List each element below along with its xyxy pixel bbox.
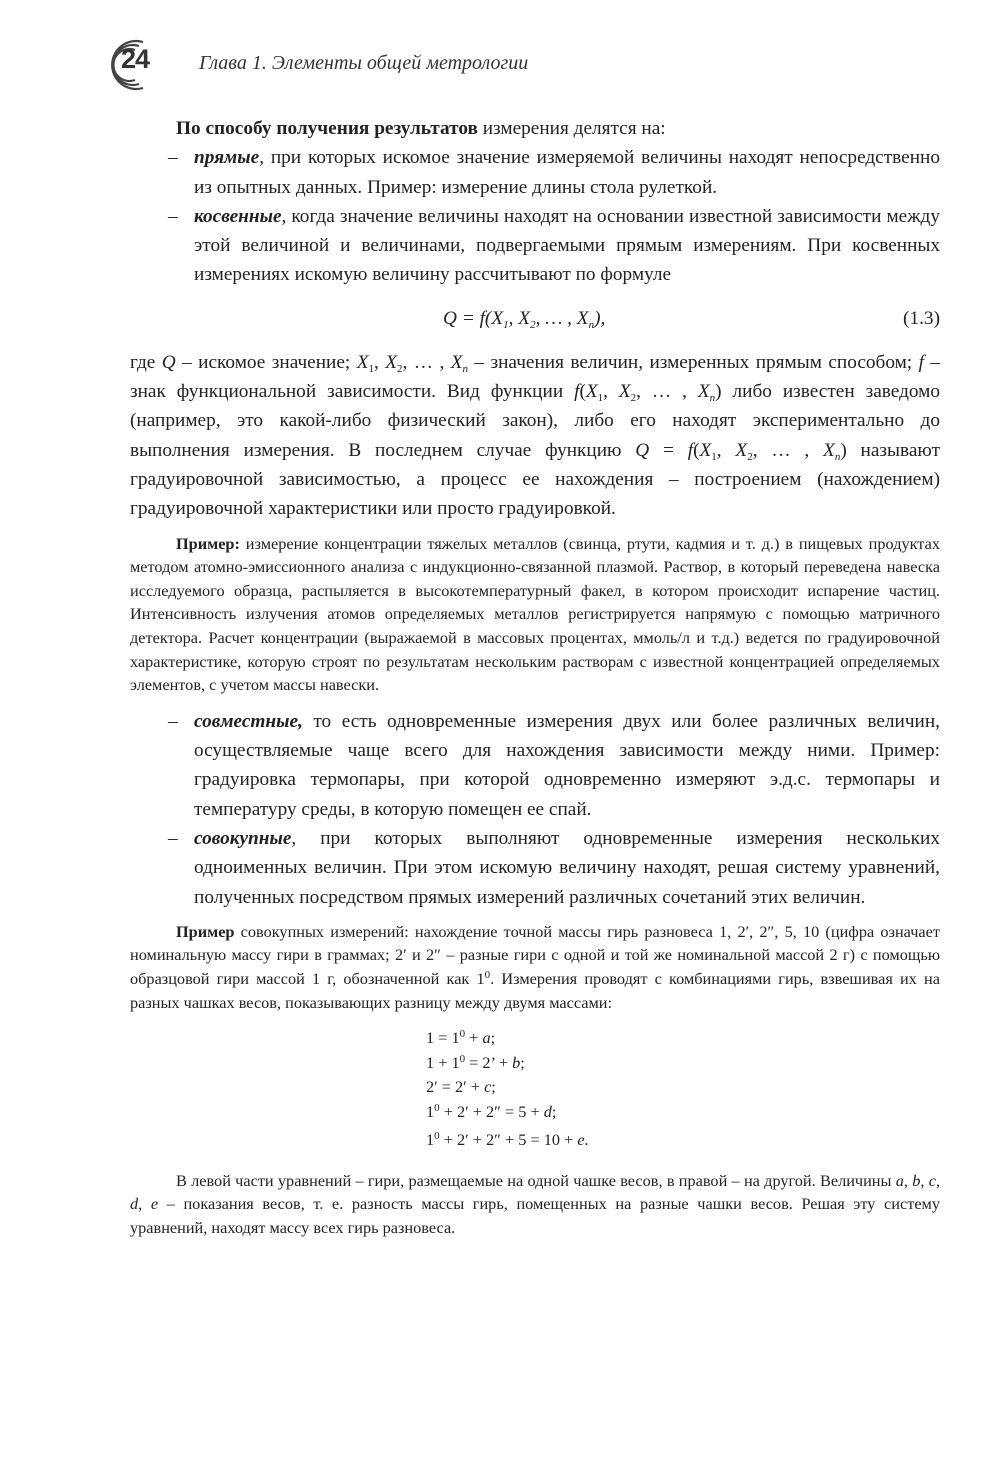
list-item-joint [130,707,940,824]
formula-1-3 [130,290,940,348]
term-joint: совместные, [194,710,303,732]
example-1 [130,532,940,697]
equation-system [426,1026,940,1153]
term-direct: прямые [194,147,260,169]
page-header [103,36,963,96]
example-2-label: Пример [176,921,235,941]
text-indirect: , когда значение величины находят на основании известной зависимости между этой величиной и величинами, подвергаемыми прямым измерениям. При косвенных измерениях искомую величину рассчитывают по формуле [194,205,940,286]
intro-paragraph [130,114,940,143]
example-2: Пример совокупных измерений: нахождение точной массы гирь разновеса 1, 2′, 2″, 5, 10 (цифра означает номинальную массу гири в граммах; 2′ и 2″ – разные гири с одной и той же номинальной массой 2 г) с помощью образцовой гири массой 1 г, обозначенной как $1^0$. Измерения проводят с комбинациями гирь, взвешивая их на разных чашках весов, показывающих разницу между двумя массами: [130,921,941,1012]
formula-expression: $Q = f(X_1$, $X_2$, … , $X_n$), [443,307,606,331]
text-aggregate: , при которых выполняют одновременные измерения нескольких одноименных величин. При этом искомую величину находят, решая систему уравнений, полученных посредством прямых измерений различных сочетаний этих величин. [194,827,940,908]
example-1-label: Пример: [176,533,240,553]
equation: $1 + 1^0 = 2$’ + b; [426,1052,525,1072]
equation: $1^0 + 2' + 2'' + 5 = 10 + e$. [426,1130,589,1150]
list-dash: – [168,710,178,732]
formula-number: (1.3) [903,307,940,329]
text-joint: то есть одновременные измерения двух или более различных величин, осуществляемые чаще всего для нахождения зависимости между ними. Пример: градуировка термопары, при которой одновременно измеряют э.д.с. термопары и температуру среды, в которую помещен ее спай. [194,710,940,820]
list-dash: – [168,827,178,849]
intro-bold: По способу получения результатов [176,118,478,139]
text-direct: , при которых искомое значение измеряемой величины находят непосредственно из опытных данных. Пример: измерение длины стола рулеткой. [194,147,940,198]
explanation-paragraph: где Q – искомое значение; $X_1$, $X_2$, … , $X_n$ – значения величин, измеренных прямым способом; f – знак функциональной зависимости. Вид функции $f(X_1$, $X_2$, … , $X_n$) либо известен заведомо (например, это какой-либо физический закон), либо его находят экспериментально до выполнения измерения. В последнем случае функцию $Q = f(X_1$, $X_2$, … , $X_n$) называют градуировочной зависимостью, а процесс ее нахождения – построением (нахождением) градуировочной характеристики или просто градуировкой. [130,351,941,520]
page-number-badge [103,36,165,94]
term-indirect: косвенные [194,205,282,227]
list-item-direct [130,143,940,202]
equation: $1^0 + 2' + 2'' = 5 + d$; [426,1101,557,1121]
page-body [130,114,940,1239]
list-dash: – [168,147,178,169]
term-aggregate: совокупные [194,827,292,849]
chapter-title: Глава 1. Элементы общей метрологии [199,52,529,74]
list-dash: – [168,205,178,227]
equation: $1 = 1^0 + a$; [426,1028,496,1048]
conclusion-paragraph: В левой части уравнений – гири, размещаемые на одной чашке весов, в правой – на другой. Величины a, b, c, d, e – показания весов, т. е. разность массы гирь, помещенных на разные чашки весов. Решая эту систему уравнений, находят массу всех гирь разновеса. [130,1170,941,1237]
list-item-indirect [130,202,940,290]
page-number: 24 [121,44,150,74]
example-1-text: измерение концентрации тяжелых металлов (свинца, ртути, кадмия и т. д.) в пищевых продуктах методом атомно-эмиссионного анализа с индукционно-связанной плазмой. Раствор, в который переведена навеска исследуемого образца, распыляется в высокотемпературный факел, в котором происходит испарение частиц. Интенсивность излучения атомов определяемых металлов регистрируется напрямую с помощью матричного детектора. Расчет концентрации (выражаемой в массовых процентах, ммоль/л и т.д.) ведется по градуировочной характеристике, которую строят по результатам нескольким растворам с известной концентрацией определяемых элементов, с учетом массы навески. [130,533,940,695]
list-item-aggregate [130,824,940,912]
intro-rest: измерения делятся на: [477,118,666,139]
equation: 2′ = 2′ + c; [426,1077,496,1097]
